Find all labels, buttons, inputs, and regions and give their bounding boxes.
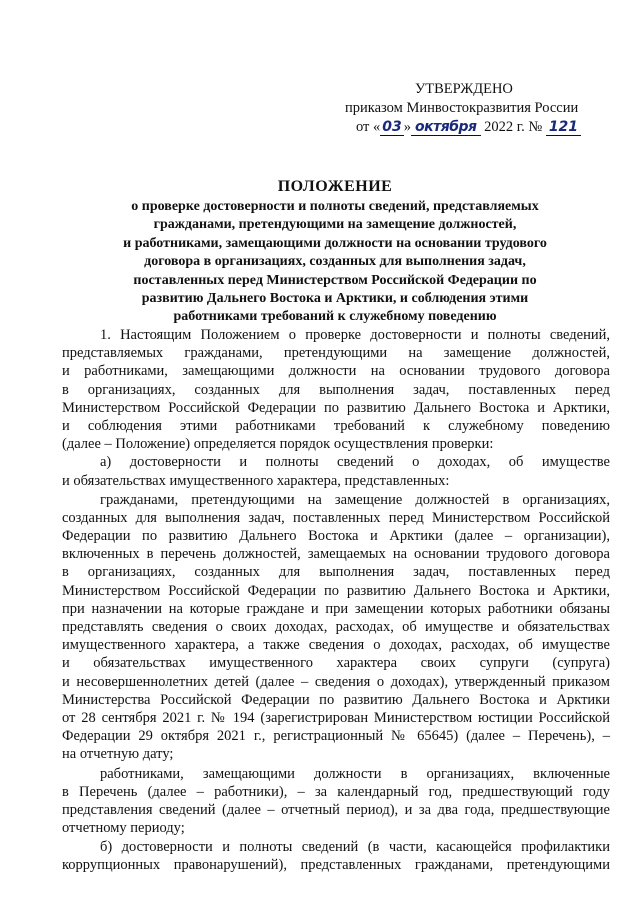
subtitle-line: работниками требований к служебному поведению (173, 309, 497, 325)
subtitle-line: развитию Дальнего Востока и Арктики, и соблюдения этими (141, 291, 529, 307)
body-line: имущественного характера, а также сведения о доходах, расходах, об имуществе (62, 637, 610, 654)
body-line: от 28 сентября 2021 г. № 194 (зарегистрирован Министерством юстиции Российской (62, 709, 610, 726)
body-line: Федерации 29 октября 2021 г., регистрационный № 65645) (далее – Перечень), – (62, 728, 610, 745)
document-title-block (60, 178, 610, 327)
handwritten-month: октября (411, 119, 481, 136)
document-title: ПОЛОЖЕНИЕ (277, 178, 393, 195)
subtitle-line: и работниками, замещающими должности на основании трудового (123, 235, 547, 251)
approval-order-line: приказом Минвостокразвития России (345, 100, 579, 116)
body-line: гражданами, претендующими на замещение должностей в организациях, (100, 491, 610, 508)
body-line: работниками, замещающими должности в организациях, включенные (100, 765, 610, 782)
date-year: 2022 г. № (484, 119, 543, 135)
body-line: и обязательствах имущественного характера, представленных: (62, 472, 450, 489)
body-line: в организациях, созданных для выполнения задач, поставленных перед (62, 381, 610, 398)
body-line: (далее – Положение) определяется порядок осуществления проверки: (62, 436, 494, 453)
handwritten-order-number: 121 (546, 119, 581, 136)
body-line: включенных в перечень должностей, замещаемых на основании трудового договора (62, 546, 610, 563)
subtitle-line: поставленных перед Министерством Российской Федерации по (133, 272, 537, 288)
body-line: Министерством Российской Федерации по развитию Дальнего Востока и Арктики, (62, 399, 610, 416)
body-line: и соблюдения этими работниками требований к служебному поведению (62, 417, 610, 434)
subtitle-line: гражданами, претендующими на замещение должностей, (153, 217, 517, 233)
document-body (62, 326, 610, 875)
date-mid: » (403, 119, 412, 135)
approval-stamp (340, 80, 600, 137)
body-line: представляемых гражданами, претендующими на замещение должностей, (62, 345, 610, 362)
document-subtitle (60, 198, 610, 327)
body-line: 1. Настоящим Положением о проверке достоверности и полноты сведений, (100, 327, 610, 343)
body-line: созданных для выполнения задач, поставленных перед Министерством Российской (62, 509, 610, 526)
body-line: б) достоверности и полноты сведений (в части, касающейся профилактики (100, 839, 610, 856)
body-line: представления сведений (далее – отчетный период), и за два года, предшествующие (62, 801, 610, 818)
body-line: Министерства Российской Федерации по развитию Дальнего Востока и Арктики (62, 691, 610, 708)
body-line: Министерством Российской Федерации по развитию Дальнего Востока и Арктики, (62, 582, 610, 599)
subtitle-line: о проверке достоверности и полноты сведений, представляемых (131, 199, 539, 214)
body-line: Федерации по развитию Дальнего Востока и Арктики (далее – организации), (62, 528, 610, 545)
body-line: и несовершеннолетних детей (далее – сведения о доходах), утвержденный приказом (62, 673, 610, 690)
approval-heading: УТВЕРЖДЕНО (415, 81, 513, 97)
body-line: и обязательствах имущественного характера своих супруги (супруга) (62, 655, 610, 672)
body-line: при назначении на которые граждане и при замещении которых работники обязаны (62, 600, 610, 617)
body-line: коррупционных правонарушений), представленных гражданами, претендующими (62, 857, 610, 874)
body-line: а) достоверности и полноты сведений о доходах, об имуществе (100, 454, 610, 471)
body-line: и работниками, замещающими должности на основании трудового договора (62, 363, 610, 380)
body-line: на отчетную дату; (62, 746, 174, 763)
body-line: в Перечень (далее – работники), – за календарный год, предшествующий году (62, 783, 610, 800)
body-line: в организациях, созданных для выполнения задач, поставленных перед (62, 564, 610, 581)
date-prefix: от « (356, 119, 381, 135)
body-line: представлять сведения о своих доходах, расходах, об имуществе и обязательствах (62, 619, 610, 635)
subtitle-line: договора в организациях, созданных для выполнения задач, (144, 254, 526, 270)
handwritten-day: 03 (382, 119, 402, 135)
body-line: отчетному периоду; (62, 820, 185, 837)
approval-date-line (340, 118, 600, 137)
